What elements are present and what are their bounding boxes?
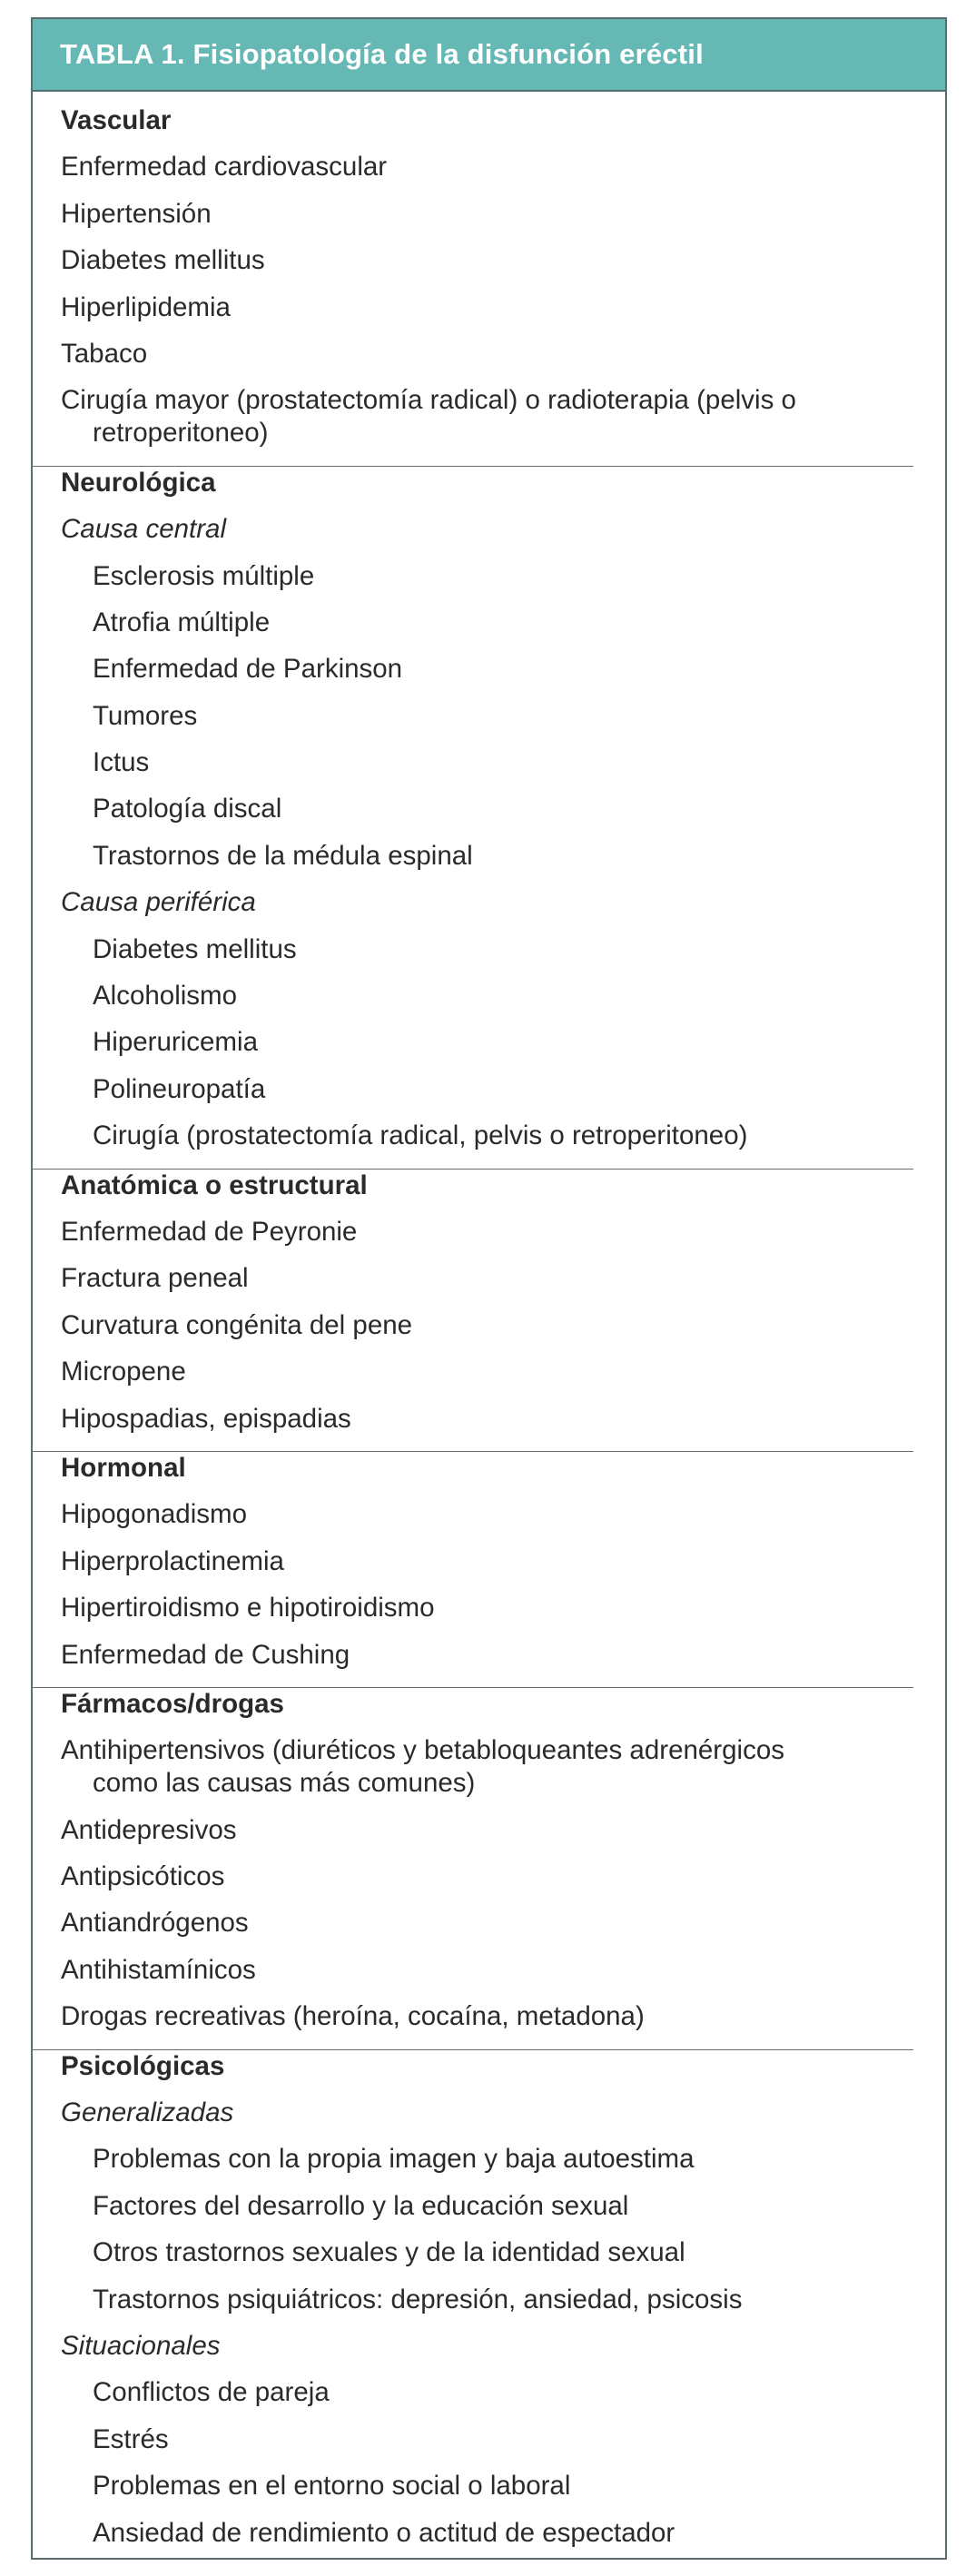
list-item: Hipertiroidismo e hipotiroidismo <box>61 1593 435 1624</box>
list-item: Micropene <box>61 1357 186 1387</box>
section-heading: Hormonal <box>61 1452 186 1483</box>
list-item: Atrofia múltiple <box>93 607 271 637</box>
table-title: TABLA 1. Fisiopatología de la disfunción eréctil <box>60 38 704 70</box>
subsection-heading: Situacionales <box>61 2330 221 2361</box>
list-item: Antipsicóticos <box>61 1861 225 1892</box>
list-item: Esclerosis múltiple <box>93 560 315 591</box>
list-item: Hipertensión <box>61 198 212 229</box>
list-item: Enfermedad de Cushing <box>61 1639 350 1670</box>
list-item: Estrés <box>93 2423 169 2454</box>
table-header <box>33 19 945 92</box>
pathophysiology-table <box>31 17 947 2560</box>
section-heading: Neurológica <box>61 467 216 498</box>
list-item <box>33 384 913 449</box>
list-item: Hiperuricemia <box>93 1027 258 1058</box>
subsection-heading: Causa periférica <box>61 887 256 918</box>
list-item-line2: retroperitoneo) <box>93 418 269 449</box>
list-item: Diabetes mellitus <box>61 245 265 276</box>
list-item: Enfermedad cardiovascular <box>61 152 388 183</box>
list-item: Enfermedad de Parkinson <box>93 654 403 685</box>
section-neurologica <box>33 467 913 1170</box>
section-heading: Fármacos/drogas <box>61 1688 284 1719</box>
list-item: Patología discal <box>93 794 282 824</box>
section-vascular <box>33 104 913 467</box>
list-item: Curvatura congénita del pene <box>61 1309 413 1340</box>
list-item: Enfermedad de Peyronie <box>61 1216 358 1247</box>
list-item: Hiperprolactinemia <box>61 1545 284 1576</box>
list-item: Ansiedad de rendimiento o actitud de espectador <box>93 2517 675 2548</box>
section-anatomica <box>33 1170 913 1452</box>
subsection-heading: Causa central <box>61 514 227 545</box>
section-psicologicas <box>33 2050 913 2565</box>
list-item: Problemas en el entorno social o laboral <box>93 2471 571 2502</box>
list-item: Tumores <box>93 700 198 731</box>
list-item-line2: como las causas más comunes) <box>93 1768 476 1799</box>
list-item: Polineuropatía <box>93 1073 266 1104</box>
section-farmacos <box>33 1688 913 2050</box>
list-item: Trastornos psiquiátricos: depresión, ansiedad, psicosis <box>93 2284 743 2314</box>
list-item: Hipospadias, epispadias <box>61 1403 351 1434</box>
section-heading: Psicológicas <box>61 2050 225 2081</box>
list-item-line1: Antihipertensivos (diuréticos y betabloqueantes adrenérgicos <box>61 1735 784 1766</box>
list-item <box>33 1734 913 1800</box>
list-item: Antihistamínicos <box>61 1954 256 1985</box>
list-item: Alcoholismo <box>93 981 238 1012</box>
list-item: Diabetes mellitus <box>93 933 297 964</box>
table-body <box>33 92 945 2565</box>
list-item: Problemas con la propia imagen y baja autoestima <box>93 2144 695 2175</box>
list-item: Cirugía (prostatectomía radical, pelvis o retroperitoneo) <box>93 1120 748 1151</box>
list-item: Trastornos de la médula espinal <box>93 840 473 871</box>
list-item: Drogas recreativas (heroína, cocaína, metadona) <box>61 2001 645 2032</box>
list-item-line1: Cirugía mayor (prostatectomía radical) o radioterapia (pelvis o <box>61 385 796 416</box>
list-item: Fractura peneal <box>61 1263 249 1294</box>
list-item: Hiperlipidemia <box>61 291 231 322</box>
list-item: Ictus <box>93 747 150 778</box>
list-item: Hipogonadismo <box>61 1499 247 1530</box>
section-heading: Anatómica o estructural <box>61 1170 368 1200</box>
section-hormonal <box>33 1452 913 1688</box>
list-item: Antiandrógenos <box>61 1908 249 1939</box>
list-item: Factores del desarrollo y la educación sexual <box>93 2190 629 2221</box>
section-heading: Vascular <box>61 105 172 135</box>
list-item: Tabaco <box>61 338 148 369</box>
list-item: Antidepresivos <box>61 1814 237 1845</box>
list-item: Conflictos de pareja <box>93 2377 330 2408</box>
list-item: Otros trastornos sexuales y de la identidad sexual <box>93 2237 685 2268</box>
subsection-heading: Generalizadas <box>61 2097 234 2128</box>
